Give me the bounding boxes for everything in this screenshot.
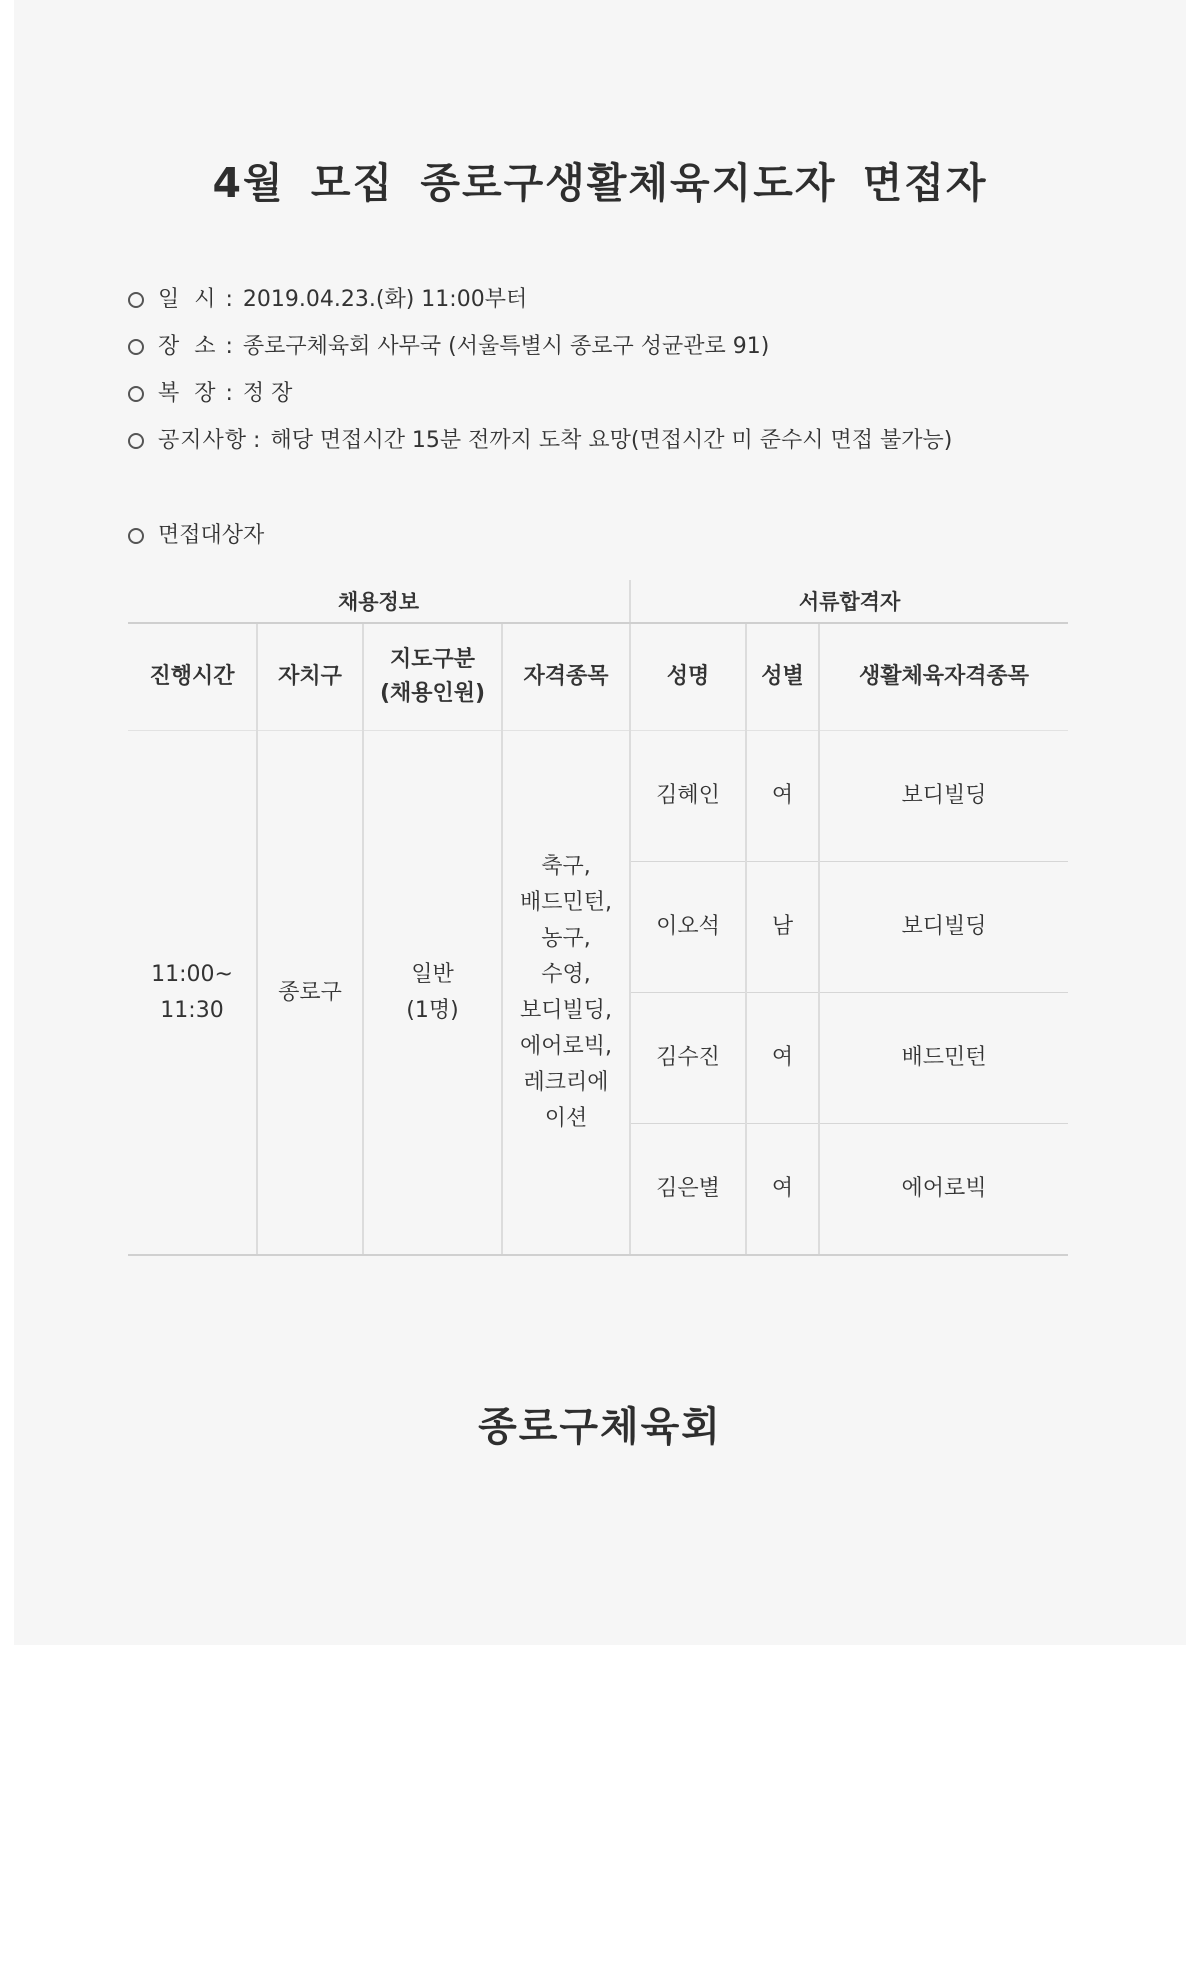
category-count: (1명): [406, 997, 459, 1023]
sports-item: 레크리에: [523, 1069, 609, 1095]
column-header-name: 성명: [630, 623, 746, 731]
circle-bullet-icon: [128, 433, 144, 449]
cell-category: [363, 731, 502, 1256]
section-label-interviewees: [128, 518, 264, 549]
circle-bullet-icon: [128, 386, 144, 402]
category-type: 일반: [411, 961, 454, 987]
info-separator: :: [225, 334, 233, 359]
cell-gender: 여: [746, 731, 819, 862]
info-value: 2019.04.23.(화) 11:00부터: [242, 287, 528, 312]
sports-item: 보디빌딩,: [520, 997, 613, 1023]
info-separator: :: [225, 287, 233, 312]
cell-name: 김은별: [630, 1124, 746, 1256]
table-row: [128, 731, 1068, 862]
cell-district: 종로구: [257, 731, 363, 1256]
cell-name: 이오석: [630, 862, 746, 993]
cell-license: 배드민턴: [819, 993, 1068, 1124]
cell-license: 에어로빅: [819, 1124, 1068, 1256]
cell-gender: 남: [746, 862, 819, 993]
cell-time: [128, 731, 257, 1256]
info-label: 복 장: [158, 381, 220, 406]
info-separator: :: [225, 381, 233, 406]
issuing-organization: 종로구체육회: [478, 1404, 722, 1450]
info-label: 공지사항: [158, 428, 248, 453]
info-label: 일 시: [158, 287, 220, 312]
cell-sports: [502, 731, 630, 1256]
cell-name: 김수진: [630, 993, 746, 1124]
info-value: 해당 면접시간 15분 전까지 도착 요망(면접시간 미 준수시 면접 불가능): [270, 428, 953, 453]
circle-bullet-icon: [128, 292, 144, 308]
sports-item: 배드민턴,: [520, 889, 613, 915]
time-end: 11:30: [160, 997, 224, 1023]
circle-bullet-icon: [128, 528, 144, 544]
cell-gender: 여: [746, 1124, 819, 1256]
sports-item: 수영,: [541, 961, 591, 987]
section-label-text: 면접대상자: [158, 523, 265, 548]
cell-license: 보디빌딩: [819, 731, 1068, 862]
sports-item: 축구,: [541, 853, 591, 879]
cell-name: 김혜인: [630, 731, 746, 862]
info-value: 정 장: [242, 381, 293, 406]
group-header-passed-applicants: 서류합격자: [630, 580, 1068, 623]
circle-bullet-icon: [128, 339, 144, 355]
sports-item: 이션: [544, 1105, 588, 1131]
info-item-datetime: [128, 282, 527, 313]
cell-license: 보디빌딩: [819, 862, 1068, 993]
sports-item: 농구,: [541, 925, 591, 951]
column-header-category-line2: (채용인원): [379, 681, 486, 706]
column-header-category-line1: 지도구분: [389, 647, 475, 672]
info-value: 종로구체육회 사무국 (서울특별시 종로구 성균관로 91): [242, 334, 770, 359]
document-title: 4월 모집 종로구생활체육지도자 면접자: [212, 159, 988, 207]
column-header-district: 자치구: [257, 623, 363, 731]
info-separator: :: [253, 428, 261, 453]
info-item-dresscode: [128, 376, 292, 407]
info-label: 장 소: [158, 334, 220, 359]
info-item-location: [128, 329, 769, 360]
group-header-recruit-info: 채용정보: [128, 580, 630, 623]
sports-item: 에어로빅,: [520, 1033, 613, 1059]
column-header-gender: 성별: [746, 623, 819, 731]
column-header-license: 생활체육자격종목: [819, 623, 1068, 731]
cell-gender: 여: [746, 993, 819, 1124]
interviewee-table: [128, 580, 1068, 1256]
column-header-category: [363, 623, 502, 731]
info-item-notice: [128, 423, 952, 454]
column-header-sports: 자격종목: [502, 623, 630, 731]
column-header-time: 진행시간: [128, 623, 257, 731]
time-start: 11:00~: [151, 961, 233, 987]
